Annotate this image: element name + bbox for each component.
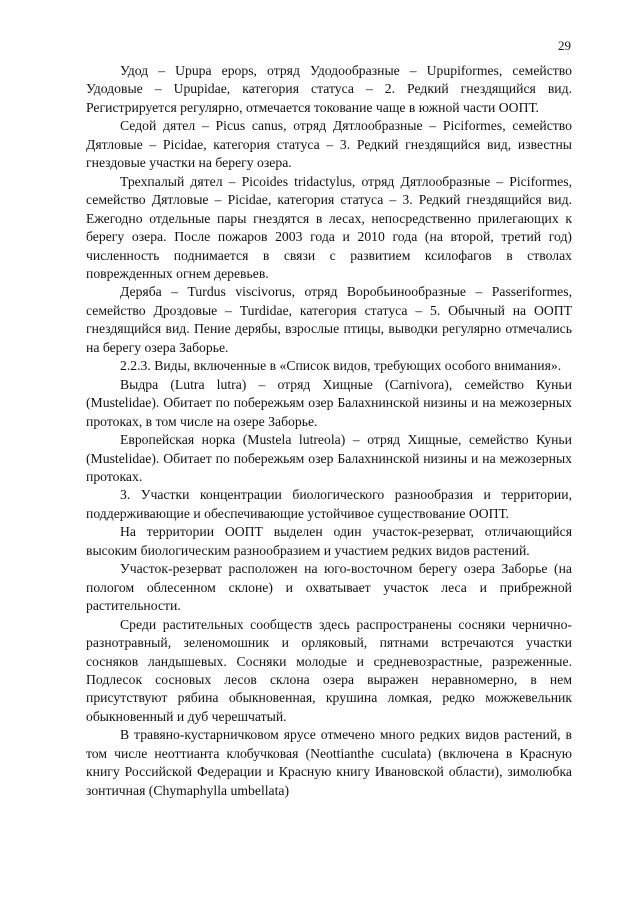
paragraph-turdus-viscivorus: Деряба – Turdus viscivorus, отряд Воробьинообразные – Passeriformes, семейство Дроздовые – Turdidae, категория статуса – 5. Обычный на ООПТ гнездящийся вид. Пение дерябы, взрослые птицы, выводки регулярно отмечались на берегу озера Заборье. [86, 284, 572, 355]
paragraph-upupa-epops: Удод – Upupa epops, отряд Удодообразные – Upupiformes, семейство Удодовые – Upupidae, категория статуса – 2. Редкий гнездящийся вид. Регистрируется регулярно, отмечается токование чаще в южной части ООПТ. [86, 63, 572, 115]
paragraph-lutra-lutra: Выдра (Lutra lutra) – отряд Хищные (Carnivora), семейство Куньи (Mustelidae). Обитает по побережьям озер Балахнинской низины и на межозерных протоках, в том числе на озере Заборье. [86, 376, 572, 429]
paragraph-picoides-tridactylus: Трехпалый дятел – Picoides tridactylus, отряд Дятлообразные – Piciformes, семейство Дятловые – Picidae, категория статуса – 3. Редкий гнездящийся вид. Ежегодно отдельные пары гнездятся в лесах, непосредственно прилегающих к берегу озера. После пожаров 2003 года и 2010 года (на второй, третий год) численность поднимается в связи с развитием ксилофагов в стволах поврежденных огнем деревьев. [86, 173, 572, 281]
paragraph-reserve-location: Участок-резерват расположен на юго-восточном берегу озера Заборье (на пологом облесенном склоне) и охватывает участок леса и прибрежной растительности. [86, 561, 572, 614]
paragraph-plant-communities: Среди растительных сообществ здесь распространены сосняки чернично-разнотравный, зеленомошник и орляковый, пятнами встречаются участки сосняков ландышевых. Сосняки молодые и средневозрастные, разреженные. Подлесок сосновых лесов склона озера выражен неравномерно, в нем присутствуют рябина обыкновенная, крушина ломкая, редко можжевельник обыкновенный и дуб черешчатый. [86, 616, 572, 724]
paragraph-picus-canus: Седой дятел – Picus canus, отряд Дятлообразные – Piciformes, семейство Дятловые – Picidae, категория статуса – 3. Редкий гнездящийся вид, известны гнездовые участки на берегу озера. [86, 118, 572, 171]
page-body [86, 62, 572, 800]
section-heading-2-2-3: 2.2.3. Виды, включенные в «Список видов, требующих особого внимания». [120, 358, 562, 374]
paragraph-mustela-lutreola: Европейская норка (Mustela lutreola) – отряд Хищные, семейство Куньи (Mustelidae). Обитает по побережьям озер Балахнинской низины и на межозерных протоках. [86, 432, 572, 484]
page-number: 29 [558, 38, 571, 53]
paragraph-rare-species: В травяно-кустарничковом ярусе отмечено много редких видов растений, в том числе неоттианта клобучковая (Neottianthe cuculata) (включена в Красную книгу Российской Федерации и Красную книгу Ивановской области), зимолюбка зонтичная (Chymaphylla umbellata) [86, 727, 572, 798]
paragraph-reserve-plot: На территории ООПТ выделен один участок-резерват, отличающийся высоким биологическим разнообразием и участием редких видов растений. [86, 524, 572, 558]
section-heading-3: 3. Участки концентрации биологического разнообразия и территории, поддерживающие и обеспечивающие устойчивое существование ООПТ. [86, 487, 572, 521]
